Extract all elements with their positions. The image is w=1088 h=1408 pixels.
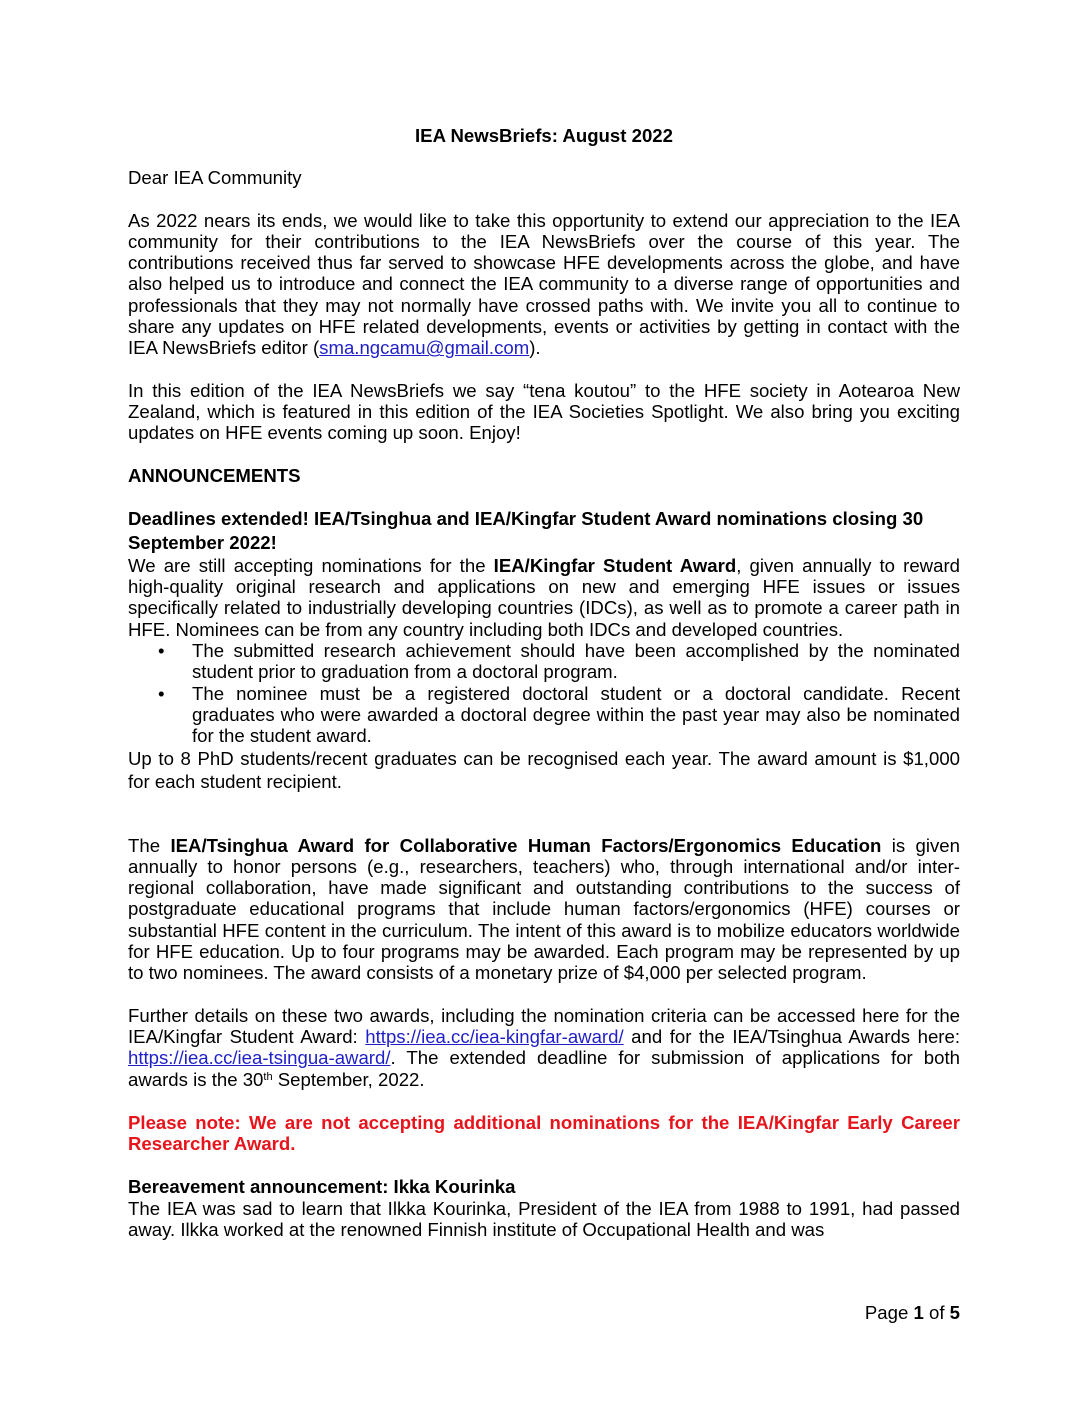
- bullet-icon: •: [158, 640, 165, 662]
- intro-paragraph: [128, 210, 960, 359]
- further-details-paragraph: [128, 1005, 960, 1090]
- of-label: of: [923, 1302, 950, 1323]
- page-number-footer: [865, 1302, 960, 1324]
- further-text-4: September, 2022.: [272, 1068, 425, 1090]
- page-number: 1: [913, 1302, 924, 1323]
- kingfar-award-name: IEA/Kingfar Student Award: [493, 554, 737, 576]
- announcements-heading: ANNOUNCEMENTS: [128, 464, 301, 486]
- bereavement-heading: Bereavement announcement: Ikka Kourinka: [128, 1176, 516, 1198]
- notice-paragraph: Please note: We are not accepting additional nominations for the IEA/Kingfar Early Career Researcher Award.: [128, 1111, 960, 1155]
- list-item-text: The nominee must be a registered doctoral student or a doctoral candidate. Recent graduates who were awarded a doctoral degree within the past year may also be nominated for the student award.: [192, 682, 960, 747]
- kingfar-award-link[interactable]: https://iea.cc/iea-kingfar-award/: [365, 1025, 624, 1047]
- tsinghua-paragraph: [128, 835, 960, 984]
- editor-email-link[interactable]: sma.ngcamu@gmail.com: [319, 337, 530, 359]
- tsinghua-after: is given annually to honor persons (e.g., researchers, teachers) who, through international and/or inter-regional collaboration, have made significant and outstanding contributions to the success of postgraduate educational programs that include human factors/ergonomics (HFE) courses or substantial HFE content in the curriculum. The intent of this award is to mobilize educators worldwide for HFE education. Up to four programs may be awarded. Each program may be represented by up to two nominees. The award consists of a monetary prize of $4,000 per selected program.: [128, 834, 960, 984]
- bereavement-paragraph: The IEA was sad to learn that Ilkka Kourinka, President of the IEA from 1988 to 1991, had passed away. Ilkka worked at the renowned Finnish institute of Occupational Health and was: [128, 1197, 960, 1240]
- further-text-3: . The extended deadline for submission of applications for both awards is the 30: [128, 1047, 960, 1090]
- kingfar-after: , given annually to reward high-quality original research and applications on new and emerging HFE issues or issues specifically related to industrially developing countries (IDCs), as well as to promote a career path in HFE. Nominees can be from any country including both IDCs and developed countries.: [128, 554, 960, 640]
- deadlines-heading: Deadlines extended! IEA/Tsinghua and IEA/Kingfar Student Award nominations closing 30 September 2022!: [128, 507, 924, 553]
- tsinghua-award-link[interactable]: https://iea.cc/iea-tsingua-award/: [128, 1047, 391, 1069]
- further-text-2: and for the IEA/Tsinghua Awards here:: [623, 1025, 960, 1047]
- ordinal-suffix: th: [263, 1070, 273, 1083]
- eligibility-list: [128, 640, 960, 746]
- tsinghua-before: The: [128, 834, 171, 856]
- list-item: [128, 640, 960, 683]
- document-title: IEA NewsBriefs: August 2022: [415, 125, 673, 146]
- list-item-text: The submitted research achievement should have been accomplished by the nominated student prior to graduation from a doctoral program.: [192, 640, 960, 683]
- kingfar-before: We are still accepting nominations for the: [128, 554, 494, 576]
- further-text-1: Further details on these two awards, including the nomination criteria can be accessed here for the IEA/Kingfar Student Award:: [128, 1004, 960, 1047]
- page-label: Page: [864, 1302, 914, 1323]
- edition-paragraph: In this edition of the IEA NewsBriefs we say “tena koutou” to the HFE society in Aotearoa New Zealand, which is featured in this edition of the IEA Societies Spotlight. We also bring you exciting updates on HFE events coming up soon. Enjoy!: [128, 379, 960, 444]
- kingfar-paragraph: [128, 555, 960, 640]
- intro-text: As 2022 nears its ends, we would like to take this opportunity to extend our appreciation to the IEA community for their contributions to the IEA NewsBriefs over the course of this year. The contributions received thus far served to showcase HFE developments across the globe, and have also helped us to introduce and connect the IEA community to a diverse range of opportunities and professionals that they may not normally have crossed paths with. We invite you all to continue to share any updates on HFE related developments, events or activities by getting in contact with the IEA NewsBriefs editor (: [128, 209, 960, 359]
- list-item: [128, 683, 960, 747]
- award-amount-paragraph: Up to 8 PhD students/recent graduates can be recognised each year. The award amount is $1,000 for each student recipient.: [128, 747, 960, 793]
- page-total: 5: [949, 1302, 960, 1323]
- document-page: [128, 125, 960, 1240]
- bullet-icon: •: [158, 682, 165, 704]
- intro-after: ).: [529, 337, 541, 359]
- tsinghua-award-name: IEA/Tsinghua Award for Collaborative Human Factors/Ergonomics Education: [170, 834, 882, 856]
- greeting: Dear IEA Community: [128, 167, 302, 189]
